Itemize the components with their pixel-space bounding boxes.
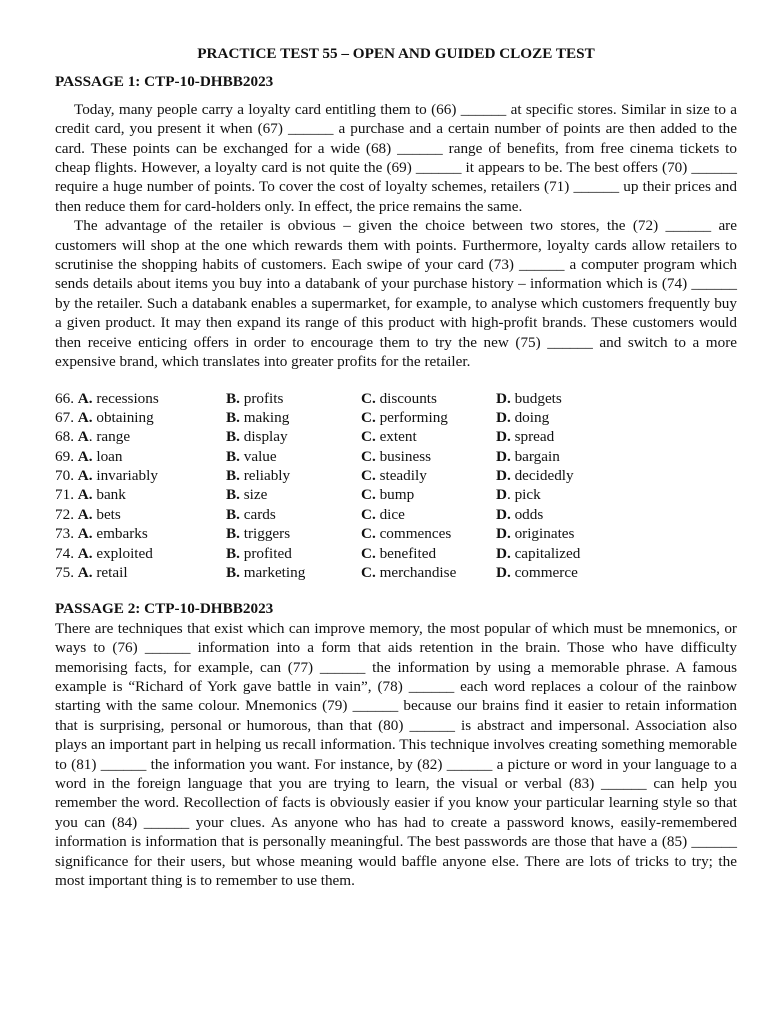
option-b: B. profits [226,389,284,407]
option-b: B. marketing [226,564,306,582]
option-c: C. benefited [361,544,437,562]
question-row-75 [55,563,737,582]
page-title: PRACTICE TEST 55 – OPEN AND GUIDED CLOZE TEST [197,45,595,62]
option-b: B. triggers [226,525,291,543]
option-d: D. odds [496,505,544,523]
option-d: D. commerce [496,564,578,582]
option-d: D. decidedly [496,467,574,485]
option-a: 70. A. invariably [55,467,158,485]
option-c: C. commences [361,525,452,543]
option-a: 72. A. bets [55,505,121,523]
option-c: C. steadily [361,467,427,485]
option-d: D. doing [496,408,550,426]
option-a: 68. A. range [55,428,131,446]
answer-options-table [55,389,737,583]
option-d: D. pick [496,486,541,504]
option-b: B. display [226,428,288,446]
question-row-73 [55,524,737,543]
passage-1-paragraph-2: The advantage of the retailer is obvious – given the choice between two stores, the (72) ______ are customers will shop at the one which rewards them with points. Furthermore, loyalty cards allow retailers to scrutinise the shopping habits of customers. Each swipe of your card (73) ______ a computer program which sends details about items you buy into a databank of your purchase history – information which is (74) ______ by the retailer. Such a databank enables a supermarket, for example, to analyse which customers frequently buy a given product. It may then expand its range of this product with high-profit brands. These customers would then receive enticing offers in order to encourage them to try the new (75) ______ and switch to a more expensive brand, which translates into greater profits for the retailer. [55,217,737,371]
question-row-72 [55,505,737,524]
option-c: C. discounts [361,389,437,407]
question-row-70 [55,466,737,485]
option-a: 71. A. bank [55,486,126,504]
option-b: B. size [226,486,268,504]
question-row-68 [55,427,737,446]
passage-2-heading: PASSAGE 2: CTP-10-DHBB2023 [55,600,274,618]
option-d: D. capitalized [496,544,581,562]
option-c: C. dice [361,505,405,523]
option-c: C. extent [361,428,417,446]
option-b: B. making [226,408,290,426]
option-c: C. business [361,447,432,465]
option-d: D. spread [496,428,555,446]
option-b: B. profited [226,544,292,562]
option-a: 73. A. embarks [55,525,148,543]
option-a: 69. A. loan [55,447,123,465]
question-row-66 [55,389,737,408]
option-c: C. merchandise [361,564,457,582]
question-row-71 [55,485,737,504]
passage-1-heading: PASSAGE 1: CTP-10-DHBB2023 [55,73,274,91]
option-a: 67. A. obtaining [55,408,154,426]
option-d: D. budgets [496,389,562,407]
option-a: 74. A. exploited [55,544,153,562]
option-a: 75. A. retail [55,564,128,582]
option-b: B. cards [226,505,276,523]
option-a: 66. A. recessions [55,389,159,407]
option-d: D. bargain [496,447,560,465]
passage-1-paragraph-1: Today, many people carry a loyalty card entitling them to (66) ______ at specific stores. Similar in size to a credit card, you present it when (67) ______ a purchase and a certain number of points are then added to the card. These points can be exchanged for a wide (68) ______ range of benefits, from free cinema tickets to cheap flights. However, a loyalty card is not quite the (69) ______ it appears to be. The best offers (70) ______ require a huge number of points. To cover the cost of loyalty schemes, retailers (71) ______ up their prices and then reduce them for card-holders only. In effect, the price remains the same. [55,100,737,215]
option-c: C. bump [361,486,415,504]
question-row-67 [55,408,737,427]
passage-2-paragraph: There are techniques that exist which can improve memory, the most popular of which must be mnemonics, or ways to (76) ______ information into a form that aids retention in the brain. Those who have difficulty memorising facts, for example, can (77) ______ the information by using a memorable phrase. A famous example is “Richard of York gave battle in vain”, (78) ______ each word replaces a colour of the rainbow starting with the same colour. Mnemonics (79) ______ because our brains find it easier to retain information that is surprising, personal or humorous, than that (80) ______ is abstract and impersonal. Association also plays an important part in helping us recall information. This technique involves creating something memorable to (81) ______ the information you want. For instance, by (82) ______ a picture or word in your language to a word in the foreign language that you are trying to learn, the visual or verbal (83) ______ can help you remember the word. Recollection of facts is obviously easier if you know your particular learning style so that you can (84) ______ your clues. As anyone who has had to create a password knows, easily-remembered information is information that is personally meaningful. The best passwords are those that have a (85) ______ significance for their users, but whose meaning would baffle anyone else. There are lots of tricks to try; the most important thing is to remember to use them. [55,619,737,890]
question-row-74 [55,544,737,563]
option-b: B. reliably [226,467,291,485]
question-row-69 [55,447,737,466]
option-c: C. performing [361,408,448,426]
option-b: B. value [226,447,277,465]
option-d: D. originates [496,525,575,543]
